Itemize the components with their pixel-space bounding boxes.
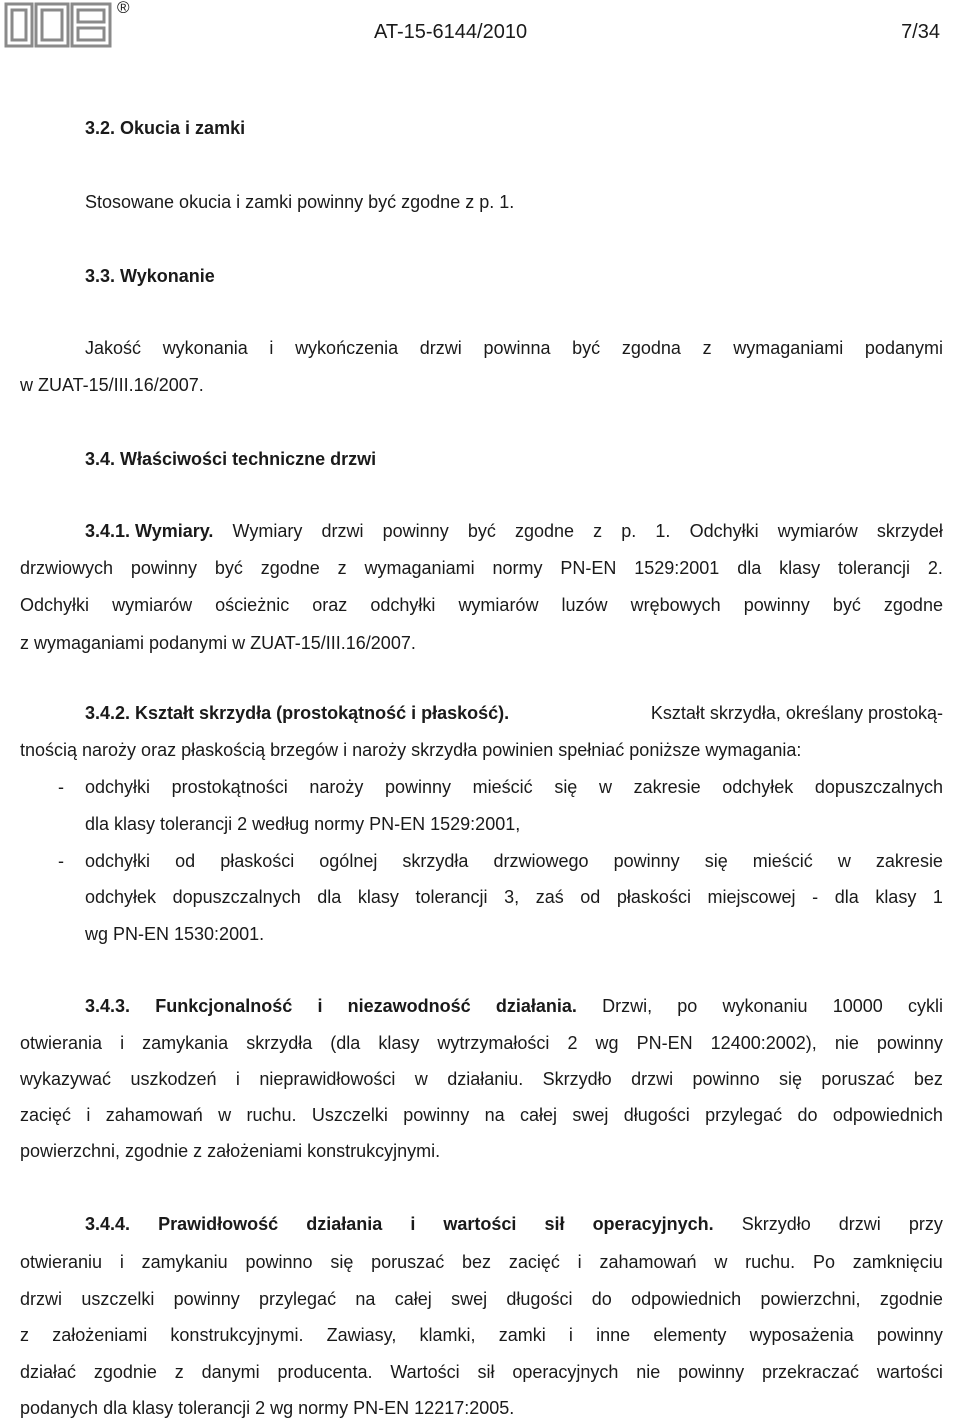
word: i <box>317 996 323 1016</box>
word: drzwiowych <box>20 558 114 578</box>
word: odpowiednich <box>832 1105 943 1125</box>
word: się <box>330 1252 354 1272</box>
word: płaskości <box>220 851 295 871</box>
word: wartości <box>876 1362 943 1382</box>
word: drzwi <box>419 338 462 358</box>
section-3-4-1-label: 3.4.1. Wymiary. <box>85 521 214 541</box>
word: konstrukcyjnymi. <box>170 1325 304 1345</box>
word: po <box>677 996 698 1016</box>
word: na <box>484 1105 505 1125</box>
word: odchyłki <box>85 851 151 871</box>
section-3-2-heading: 3.2. Okucia i zamki <box>85 118 246 138</box>
word: do <box>591 1289 612 1309</box>
section-3-3-line <box>85 338 943 359</box>
word: się <box>704 851 728 871</box>
word: 2 <box>567 1033 578 1053</box>
section-3-4-1-line <box>85 521 943 542</box>
word: powinny <box>403 1105 470 1125</box>
word: mieścić <box>472 777 533 797</box>
section-3-4-3-line <box>20 1033 943 1054</box>
word: wyposażenia <box>749 1325 854 1345</box>
word: całej <box>519 1105 557 1125</box>
word: sił <box>544 1214 565 1234</box>
word: powinny <box>385 777 452 797</box>
word: wg <box>595 1033 619 1053</box>
word: tolerancji <box>838 558 911 578</box>
word: powinny <box>613 851 680 871</box>
word: wykonania <box>162 338 248 358</box>
word: w <box>598 777 612 797</box>
word: swej <box>451 1289 488 1309</box>
word: i <box>235 1069 240 1089</box>
word: mieścić <box>752 851 813 871</box>
word: działania <box>306 1214 383 1234</box>
word: z <box>174 1362 184 1382</box>
word: zamykaniu <box>141 1252 228 1272</box>
section-3-4-4-line <box>20 1289 943 1310</box>
word: Zawiasy, <box>326 1325 397 1345</box>
list-dash: - <box>58 777 64 797</box>
word: długości <box>506 1289 573 1309</box>
section-3-4-1-line <box>20 558 943 579</box>
word: zgodnie <box>93 1362 157 1382</box>
word: Odchyłki <box>20 595 90 615</box>
word: przy <box>908 1214 943 1234</box>
word: i <box>120 1033 125 1053</box>
word: zgodne <box>514 521 575 541</box>
word: otwieraniu <box>20 1252 103 1272</box>
word: otwierania <box>20 1033 103 1053</box>
word: wymaganiami <box>364 558 475 578</box>
word: z <box>20 1325 29 1345</box>
word: Po <box>812 1252 835 1272</box>
word: płaskości <box>616 887 691 907</box>
word: tolerancji <box>415 887 488 907</box>
word: nieprawidłowości <box>259 1069 396 1089</box>
word: i <box>119 1252 124 1272</box>
word: założeniami <box>52 1325 148 1345</box>
word: Skrzydło <box>741 1214 811 1234</box>
list-item-line <box>85 887 943 908</box>
page-header <box>0 0 960 62</box>
word: oraz <box>312 595 348 615</box>
word: odchyłek <box>85 887 157 907</box>
word: wykonaniu <box>722 996 808 1016</box>
word: zahamowań <box>105 1105 203 1125</box>
word: całej <box>394 1289 432 1309</box>
word: dopuszczalnych <box>814 777 943 797</box>
word: i <box>410 1214 416 1234</box>
word: zgodne <box>883 595 943 615</box>
word: dla <box>737 558 762 578</box>
word: się <box>779 1069 803 1089</box>
word: drzwi <box>321 521 364 541</box>
word: być <box>832 595 861 615</box>
word: zamknięciu <box>852 1252 943 1272</box>
word: odchyłki <box>85 777 151 797</box>
word: powierzchni, <box>760 1289 861 1309</box>
word: poruszać <box>371 1252 445 1272</box>
word: klasy <box>357 887 399 907</box>
word: działaniu. <box>447 1069 524 1089</box>
word: i <box>86 1105 91 1125</box>
word: przylegać <box>705 1105 783 1125</box>
word: danymi <box>201 1362 260 1382</box>
section-3-4-heading: 3.4. Właściwości techniczne drzwi <box>85 449 377 469</box>
word: wykończenia <box>295 338 399 358</box>
word: Wymiary <box>232 521 303 541</box>
word: i <box>269 338 274 358</box>
word: być <box>214 558 243 578</box>
document-number: AT-15-6144/2010 <box>374 21 528 43</box>
word: do <box>797 1105 818 1125</box>
word: wytrzymałości <box>437 1033 550 1053</box>
section-3-4-4-line <box>20 1325 943 1346</box>
word: 3, <box>504 887 520 907</box>
word: wykazywać <box>20 1069 112 1089</box>
word: zaś <box>535 887 564 907</box>
section-3-4-4-line: podanych dla klasy tolerancji 2 wg normy PN-EN 12217:2005. <box>20 1398 515 1418</box>
word: powinny <box>130 558 197 578</box>
word: producenta. <box>277 1362 373 1382</box>
word: poruszać <box>821 1069 895 1089</box>
word: z <box>337 558 347 578</box>
word: elementy <box>653 1325 727 1345</box>
word: wymiarów <box>458 595 539 615</box>
word: 3.4.3. <box>85 996 131 1016</box>
word: w <box>414 1069 428 1089</box>
word: na <box>355 1289 376 1309</box>
word: powinno <box>692 1069 760 1089</box>
word: 3.4.4. <box>85 1214 131 1234</box>
word: dla <box>317 887 342 907</box>
word: operacyjnych <box>512 1362 619 1382</box>
word: i <box>577 1252 582 1272</box>
word: powinny <box>173 1289 240 1309</box>
word: ogólnej <box>319 851 378 871</box>
word: działania. <box>495 996 577 1016</box>
word: Wartości <box>390 1362 460 1382</box>
word: skrzydeł <box>876 521 943 541</box>
word: działać <box>20 1362 77 1382</box>
word: wymiarów <box>777 521 858 541</box>
word: skrzydła <box>402 851 469 871</box>
word: od <box>175 851 196 871</box>
registered-mark: ® <box>117 0 130 17</box>
word: przekraczać <box>761 1362 859 1382</box>
word: Uszczelki <box>311 1105 388 1125</box>
section-3-4-3-line <box>20 1105 943 1126</box>
word: być <box>467 521 496 541</box>
word: wrębowych <box>630 595 721 615</box>
word: wymiarów <box>112 595 193 615</box>
word: Drzwi, <box>602 996 653 1016</box>
word: 10000 <box>832 996 883 1016</box>
section-3-4-3-line <box>20 1069 943 1090</box>
word: p. <box>621 521 637 541</box>
word: 1529:2001 <box>634 558 720 578</box>
section-3-4-4-line <box>85 1214 943 1235</box>
word: w <box>837 851 851 871</box>
word: się <box>554 777 578 797</box>
word: powinno <box>245 1252 313 1272</box>
section-3-4-3-line <box>85 996 943 1017</box>
word: powinna <box>483 338 551 358</box>
section-3-2-text: Stosowane okucia i zamki powinny być zgodne z p. 1. <box>85 192 515 212</box>
word: Funkcjonalność <box>155 996 293 1016</box>
word: skrzydła <box>246 1033 313 1053</box>
word: zamki <box>498 1325 546 1345</box>
list-dash: - <box>58 851 64 871</box>
word: klasy <box>779 558 821 578</box>
word: 1. <box>655 521 671 541</box>
word: od <box>580 887 601 907</box>
section-3-4-1-line: z wymaganiami podanymi w ZUAT-15/III.16/2007. <box>20 633 416 653</box>
word: odchyłek <box>722 777 794 797</box>
list-item-line <box>85 777 943 798</box>
word: Skrzydło <box>542 1069 612 1089</box>
word: powinny <box>876 1325 943 1345</box>
word: drzwiowego <box>493 851 589 871</box>
word: dopuszczalnych <box>172 887 301 907</box>
word: zgodne <box>260 558 320 578</box>
section-3-4-3-line: powierzchni, zgodnie z założeniami konstrukcyjnymi. <box>20 1141 441 1161</box>
word: - <box>812 887 819 907</box>
word: inne <box>596 1325 631 1345</box>
word: i <box>568 1325 573 1345</box>
word: powinny <box>678 1362 745 1382</box>
word: nie <box>834 1033 859 1053</box>
word: powinny <box>743 595 810 615</box>
word: wymaganiami <box>733 338 844 358</box>
itb-logo <box>3 0 113 50</box>
word: cykli <box>908 996 943 1016</box>
word: powinny <box>382 521 449 541</box>
word: bez <box>913 1069 943 1089</box>
word: dla <box>834 887 859 907</box>
word: zakresie <box>875 851 943 871</box>
word: drzwi <box>20 1289 63 1309</box>
word: zacięć <box>20 1105 72 1125</box>
word: 12400:2002), <box>710 1033 817 1053</box>
list-item-line: dla klasy tolerancji 2 według normy PN-EN 1529:2001, <box>85 814 521 834</box>
word: z <box>702 338 712 358</box>
word: zamykania <box>142 1033 229 1053</box>
word: przylegać <box>259 1289 337 1309</box>
list-item-line: wg PN-EN 1530:2001. <box>85 924 265 944</box>
word: klamki, <box>419 1325 476 1345</box>
word: drzwi <box>631 1069 674 1089</box>
word: ruchu. <box>246 1105 297 1125</box>
word: odpowiednich <box>631 1289 742 1309</box>
word: powinny <box>876 1033 943 1053</box>
word: naroży <box>309 777 364 797</box>
word: operacyjnych. <box>592 1214 714 1234</box>
word: klasy <box>378 1033 420 1053</box>
word: długości <box>623 1105 690 1125</box>
word: uszkodzeń <box>130 1069 217 1089</box>
word: PN-EN <box>560 558 617 578</box>
word: z <box>593 521 603 541</box>
word: zakresie <box>633 777 701 797</box>
word: ruchu. <box>745 1252 796 1272</box>
word: (dla <box>330 1033 361 1053</box>
word: zacięć <box>508 1252 560 1272</box>
section-3-4-2-label: 3.4.2. Kształt skrzydła (prostokątność i płaskość). <box>85 703 510 723</box>
word: bez <box>462 1252 492 1272</box>
word: wartości <box>443 1214 517 1234</box>
section-3-3-line: w ZUAT-15/III.16/2007. <box>20 375 204 395</box>
word: prostokątności <box>171 777 288 797</box>
word: 2. <box>927 558 943 578</box>
section-3-3-heading: 3.3. Wykonanie <box>85 266 215 286</box>
word: uszczelki <box>81 1289 155 1309</box>
word: luzów <box>561 595 608 615</box>
section-3-4-1-line <box>20 595 943 616</box>
word: podanymi <box>864 338 943 358</box>
word: w <box>714 1252 728 1272</box>
word: Jakość <box>85 338 142 358</box>
word: klasy <box>875 887 917 907</box>
word: być <box>572 338 601 358</box>
section-3-4-4-line <box>20 1362 943 1383</box>
word: miejscowej <box>707 887 796 907</box>
word: sił <box>477 1362 495 1382</box>
word: niezawodność <box>347 996 471 1016</box>
word: Odchyłki <box>689 521 759 541</box>
list-item-line <box>85 851 943 872</box>
word: nie <box>636 1362 661 1382</box>
section-3-4-4-line <box>20 1252 943 1273</box>
word: zahamowań <box>599 1252 697 1272</box>
word: zgodna <box>621 338 681 358</box>
word: drzwi <box>838 1214 881 1234</box>
word: PN-EN <box>636 1033 693 1053</box>
word: w <box>218 1105 232 1125</box>
word: swej <box>572 1105 609 1125</box>
word: odchyłki <box>370 595 436 615</box>
section-3-4-2-line: 3.4.2. Kształt skrzydła (prostokątność i płaskość). Kształt skrzydła, określany prostoką- <box>85 703 943 723</box>
word: ościeżnic <box>215 595 290 615</box>
word: Prawidłowość <box>158 1214 279 1234</box>
word: normy <box>492 558 543 578</box>
word: zgodnie <box>879 1289 943 1309</box>
word: 1 <box>932 887 943 907</box>
section-3-4-2-line: tnością naroży oraz płaskością brzegów i naroży skrzydła powinien spełniać poniższe wymagania: <box>20 740 802 760</box>
page-number: 7/34 <box>901 21 940 43</box>
